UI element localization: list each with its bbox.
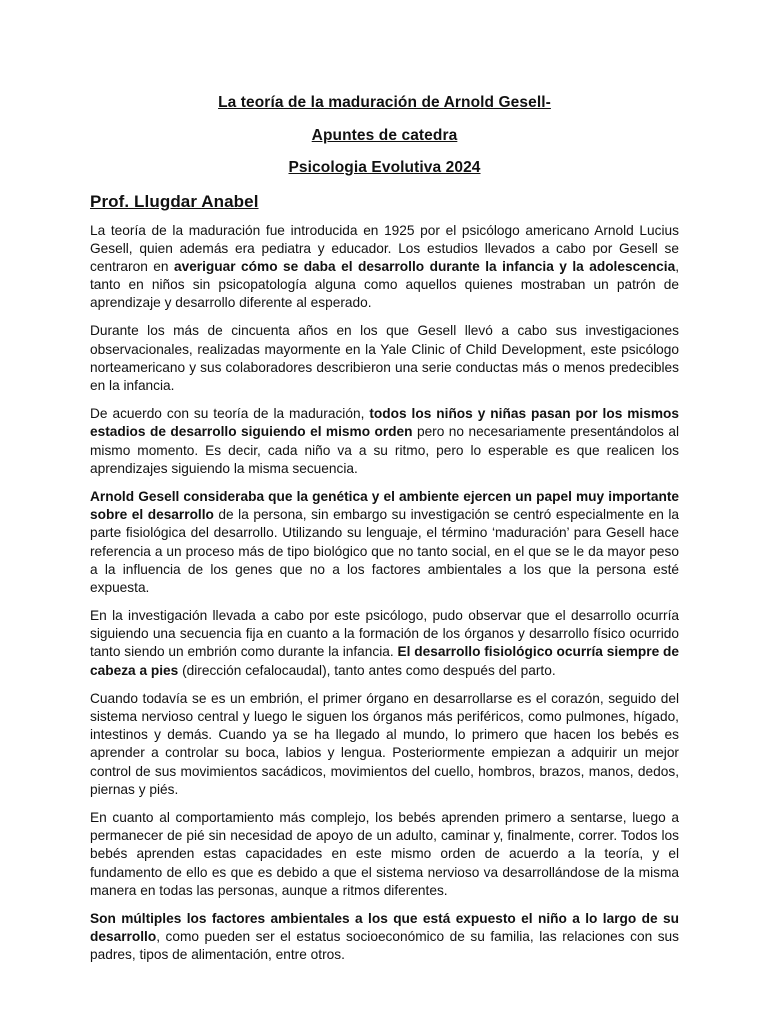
paragraph-4 <box>90 488 679 597</box>
paragraph-5-bold: El desarrollo fisiológico ocurría siempre de cabeza a pies <box>90 644 679 678</box>
paragraph-4-bold: Arnold Gesell consideraba que la genética y el ambiente ejercen un papel muy importante sobre el desarrollo <box>90 489 679 523</box>
paragraph-5-text-a: En la investigación llevada a cabo por este psicólogo, pudo observar que el desarrollo ocurría siguiendo una secuencia fija en cuanto a la formación de los órganos y desarrollo físico ocurrido tanto siendo un embrión como durante la infancia. <box>90 608 679 660</box>
paragraph-8-bold: Son múltiples los factores ambientales a los que está expuesto el niño a lo largo de su desarrollo <box>90 911 679 945</box>
paragraph-1-text-b: , tanto en niños sin psicopatología alguna como aquellos quienes mostraban un patrón de aprendizaje y desarrollo diferente al esperado. <box>90 258 680 310</box>
paragraph-3-bold: todos los niños y niñas pasan por los mismos estadios de desarrollo siguiendo el mismo orden <box>90 406 679 440</box>
paragraph-3 <box>90 405 679 477</box>
document-title-line-2: Apuntes de catedra <box>311 126 458 144</box>
paragraph-6-text-a: Cuando todavía se es un embrión, el primer órgano en desarrollarse es el corazón, seguido del sistema nervioso central y luego le siguen los órganos más periféricos, como pulmones, hígado, intestinos y demás. Cuando ya se ha llegado al mundo, lo primero que hacen los bebés es aprender a controlar su boca, labios y lengua. Posteriormente empiezan a adquirir un mejor control de sus movimientos sacádicos, movimientos del cuello, hombros, brazos, manos, dedos, piernas y piés. <box>90 691 679 797</box>
paragraph-4-text-b: de la persona, sin embargo su investigación se centró especialmente en la parte fisiológica del desarrollo. Utilizando su lenguaje, el término ‘maduración’ para Gesell hace referencia a un proceso más de tipo biológico que no tanto social, en el que se le da mayor peso a la influencia de los genes que no a los factores ambientales a los que la persona esté expuesta. <box>90 507 679 595</box>
paragraph-5-text-b: (dirección cefalocaudal), tanto antes como después del parto. <box>178 662 556 678</box>
paragraph-2 <box>90 322 679 394</box>
document-body <box>90 94 679 975</box>
document-title-line-1: La teoría de la maduración de Arnold Gesell- <box>218 94 551 111</box>
paragraph-8 <box>90 910 679 964</box>
paragraph-7 <box>90 809 679 899</box>
author-name: Prof. Llugdar Anabel <box>90 191 259 211</box>
paragraph-3-text-b: pero no necesariamente presentándolos al mismo momento. Es decir, cada niño va a su ritmo, pero lo esperable es que realicen los aprendizajes siguiendo la misma secuencia. <box>90 424 679 476</box>
paragraph-6 <box>90 690 679 799</box>
paragraph-1-bold: averiguar cómo se daba el desarrollo durante la infancia y la adolescencia <box>173 258 676 274</box>
paragraph-5 <box>90 607 679 679</box>
paragraph-2-text-a: Durante los más de cincuenta años en los que Gesell llevó a cabo sus investigaciones observacionales, realizadas mayormente en la Yale Clinic of Child Development, este psicólogo norteamericano y sus colaboradores describieron una serie conductas más o menos predecibles en la infancia. <box>90 323 679 393</box>
paragraph-8-text-b: , como pueden ser el estatus socioeconómico de su familia, las relaciones con sus padres, tipos de alimentación, entre otros. <box>90 929 679 963</box>
document-title-line-3: Psicologia Evolutiva 2024 <box>288 159 481 176</box>
paragraph-1 <box>90 222 679 312</box>
paragraph-7-text-a: En cuanto al comportamiento más complejo, los bebés aprenden primero a sentarse, luego a permanecer de pié sin necesidad de apoyo de un adulto, caminar y, finalmente, correr. Todos los bebés aprenden estas capacidades en este mismo orden de acuerdo a la teoría, y el fundamento de ello es que es debido a que el sistema nervioso va desarrollándose de la misma manera en todas las personas, aunque a ritmos diferentes. <box>90 810 679 898</box>
paragraph-1-text-a: La teoría de la maduración fue introducida en 1925 por el psicólogo americano Arnold Lucius Gesell, quien además era pediatra y educador. Los estudios llevados a cabo por Gesell se centraron en <box>90 222 679 274</box>
paragraph-3-text-a: De acuerdo con su teoría de la maduración, <box>90 406 370 422</box>
